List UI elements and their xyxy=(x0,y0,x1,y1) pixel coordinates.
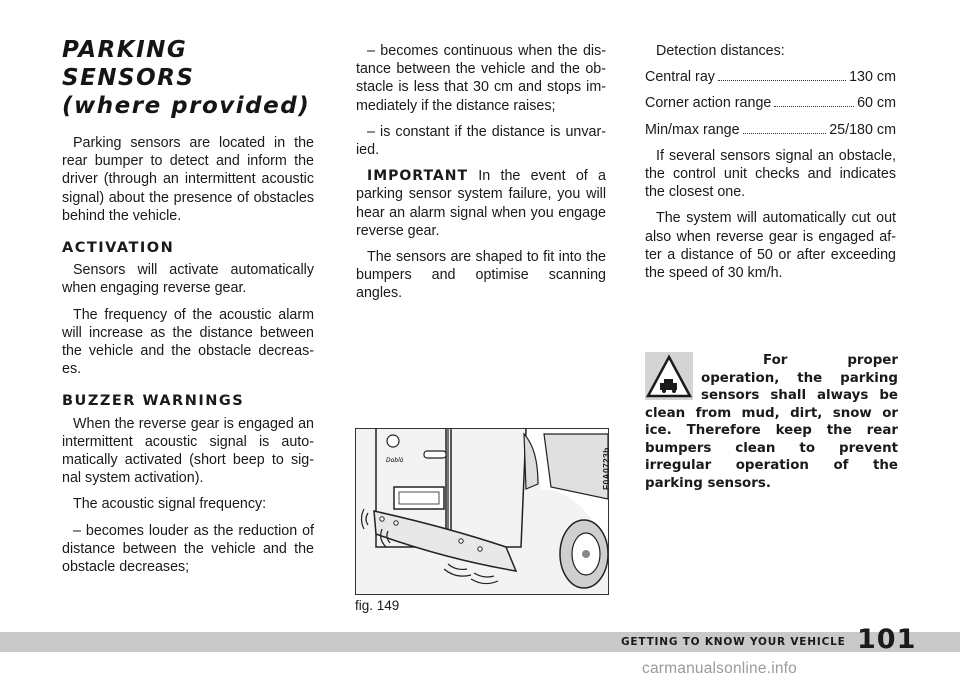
detection-row xyxy=(645,68,896,86)
activation-heading: ACTIVATION xyxy=(62,240,175,257)
van-badge-text: Doblò xyxy=(386,457,404,464)
buzzer-paragraph-2: The acoustic signal frequency: xyxy=(73,496,267,513)
activation-paragraph-2: The frequency of the acoustic alarm will increase as the distance between the vehicle and the obstacle decreas-es. xyxy=(62,306,314,378)
detection-value: 25/180 cm xyxy=(829,121,896,138)
warning-text: For proper operation, the parking sensors shall always be clean from mud, dirt, snow or ice. Therefore keep the rear bumpers clean to prevent irregular operation of the parking sensors. xyxy=(645,353,898,491)
detection-label: Min/max range xyxy=(645,121,740,138)
figure-code: F0A0723b xyxy=(601,447,611,490)
page-title xyxy=(62,36,314,120)
figure-van-rear xyxy=(355,428,609,595)
detection-value: 130 cm xyxy=(849,69,896,86)
intro-paragraph: Parking sensors are located in the rear bumper to detect and inform the driver (through an intermittent acoustic signal) about the presence of obstacles behind the vehicle. xyxy=(62,135,314,224)
middle-paragraph-2: – is constant if the distance is unvar-ied. xyxy=(356,123,606,159)
activation-paragraph-1: Sensors will activate automatically when engaging reverse gear. xyxy=(62,262,314,297)
dot-leader xyxy=(743,133,827,134)
page-number: 101 xyxy=(857,624,917,655)
footer-section-label: GETTING TO KNOW YOUR VEHICLE xyxy=(621,636,846,648)
important-label: IMPORTANT xyxy=(367,168,469,185)
warning-note xyxy=(645,352,898,492)
buzzer-heading: BUZZER WARNINGS xyxy=(62,393,245,410)
dot-leader xyxy=(774,106,854,107)
van-rear-illustration xyxy=(356,429,608,594)
watermark-text: carmanualsonline.info xyxy=(642,660,797,677)
dot-leader xyxy=(718,80,846,81)
title-line-1: PARKING SENSORS xyxy=(62,37,195,91)
middle-paragraph-4: The sensors are shaped to fit into the bumpers and optimise scanning angles. xyxy=(356,249,606,302)
detection-heading: Detection distances: xyxy=(656,43,785,59)
warning-triangle-icon xyxy=(645,352,693,400)
middle-paragraph-1: – becomes continuous when the dis-tance between the vehicle and the ob-stacle is less that 30 cm and stops im-mediately if the distance raises; xyxy=(356,43,606,114)
detection-value: 60 cm xyxy=(857,95,896,112)
column-left xyxy=(62,36,314,584)
figure-caption: fig. 149 xyxy=(355,598,400,613)
detection-label: Corner action range xyxy=(645,95,772,112)
detection-row xyxy=(645,121,896,139)
buzzer-paragraph-3: – becomes louder as the reduction of distance between the vehicle and the obstacle decreases; xyxy=(62,522,314,576)
important-text: In the event of a parking sensor system failure, you will hear an alarm signal when you engage reverse gear. xyxy=(356,168,606,239)
title-line-2: (where provided) xyxy=(62,93,311,119)
buzzer-paragraph-1: When the reverse gear is engaged an intermittent acoustic signal is auto-matically activated (short beep to sig-nal system activation). xyxy=(62,415,314,487)
right-paragraph-1: If several sensors signal an obstacle, the control unit checks and indicates the closest one. xyxy=(645,147,896,201)
detection-row xyxy=(645,94,896,112)
important-paragraph xyxy=(356,167,606,240)
detection-label: Central ray xyxy=(645,69,715,86)
column-middle xyxy=(356,42,606,311)
right-paragraph-2: The system will automatically cut out also when reverse gear is engaged af-ter a distance of 50 or after exceeding the speed of 30 km/h. xyxy=(645,210,896,282)
column-right xyxy=(645,42,896,290)
